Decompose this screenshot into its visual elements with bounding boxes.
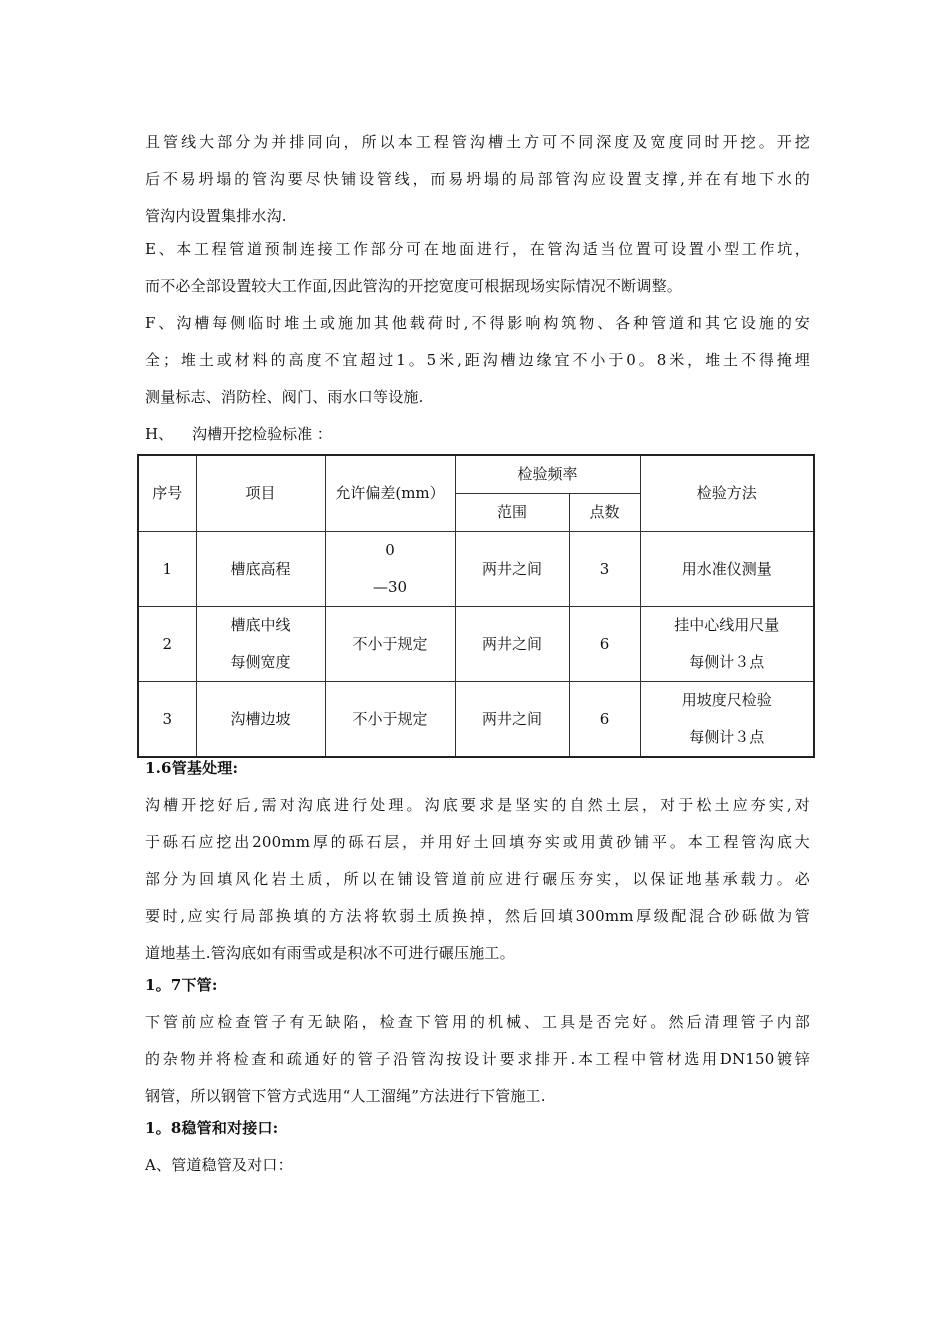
cell-points: 6 — [569, 607, 640, 682]
cell-line: 不小于规定 — [352, 634, 428, 653]
text-line: F、沟槽每侧临时堆土或施加其他载荷时,不得影响构筑物、各种管道和其它设施的安 — [145, 314, 810, 332]
text-line: 而不必全部设置较大工作面,因此管沟的开挖宽度可根据现场实际情况不断调整。 — [145, 277, 682, 295]
header-item: 项目 — [196, 455, 325, 532]
cell-line: 挂中心线用尺量 — [674, 616, 780, 634]
cell-line: 槽底高程 — [230, 559, 291, 578]
cell-item — [196, 532, 325, 607]
text-line: 测量标志、消防栓、阀门、雨水口等设施. — [145, 388, 424, 406]
text-line: 部分为回填风化岩土质，所以在铺设管道前应进行碾压夯实，以保证地基承载力。必 — [145, 870, 810, 888]
text-line: 的杂物并将检查和疏通好的管子沿管沟按设计要求排开.本工程中管材选用DN150镀锌 — [145, 1050, 810, 1068]
text-line: 钢管，所以钢管下管方式选用“人工溜绳”方法进行下管施工. — [145, 1087, 546, 1105]
text-line: 下管前应检查管子有无缺陷，检查下管用的机械、工具是否完好。然后清理管子内部 — [145, 1013, 810, 1031]
text-line: 管沟内设置集排水沟. — [145, 207, 287, 225]
text-line: 道地基土.管沟底如有雨雪或是积冰不可进行碾压施工。 — [145, 944, 515, 962]
cell-line: 用坡度尺检验 — [681, 691, 772, 709]
text-line: 且管线大部分为并排同向，所以本工程管沟槽土方可不同深度及宽度同时开挖。开挖 — [145, 133, 810, 151]
cell-tolerance — [325, 532, 455, 607]
section-heading: 1。7下管: — [145, 976, 218, 994]
text-line: A、管道稳管及对口： — [145, 1156, 293, 1174]
header-no: 序号 — [138, 455, 196, 532]
cell-range: 两井之间 — [455, 682, 569, 758]
text-line: 后不易坍塌的管沟要尽快铺设管线，而易坍塌的局部管沟应设置支撑,并在有地下水的 — [145, 170, 810, 188]
table-header-row — [138, 455, 814, 494]
cell-line: 不小于规定 — [352, 709, 428, 728]
section-1-8 — [145, 1110, 810, 1184]
item-f-paragraph — [145, 305, 810, 416]
table-row — [138, 682, 814, 758]
cell-method — [640, 607, 814, 682]
cell-method — [640, 682, 814, 758]
table-row — [138, 607, 814, 682]
cell-no: 3 — [138, 682, 196, 758]
section-1-6 — [145, 750, 810, 972]
cell-line: 每侧宽度 — [230, 653, 291, 671]
cell-item — [196, 607, 325, 682]
section-heading: 1。8稳管和对接口: — [145, 1119, 279, 1137]
table-caption: H、 沟槽开挖检验标准 ： — [145, 425, 332, 443]
cell-line: 槽底中线 — [230, 616, 291, 634]
text-line: 全；堆土或材料的高度不宜超过1。5米,距沟槽边缘宜不小于0。8米，堆土不得掩埋 — [145, 351, 810, 369]
header-range: 范围 — [455, 494, 569, 532]
text-line: 于砾石应挖出200mm厚的砾石层，并用好土回填夯实或用黄砂铺平。本工程管沟底大 — [145, 833, 810, 851]
section-1-7 — [145, 967, 810, 1115]
cell-no: 2 — [138, 607, 196, 682]
text-line: E、本工程管道预制连接工作部分可在地面进行，在管沟适当位置可设置小型工作坑， — [145, 240, 810, 258]
section-heading: 1.6管基处理: — [145, 759, 239, 777]
cell-line: 沟槽边坡 — [230, 709, 291, 728]
text-line: 沟槽开挖好后,需对沟底进行处理。沟底要求是坚实的自然土层，对于松土应夯实,对 — [145, 796, 810, 814]
cell-no: 1 — [138, 532, 196, 607]
item-e-paragraph — [145, 231, 810, 305]
cell-line: 0 — [385, 541, 395, 559]
intro-paragraph — [145, 124, 810, 235]
header-tolerance: 允许偏差(mm） — [325, 455, 455, 532]
cell-range: 两井之间 — [455, 607, 569, 682]
header-frequency: 检验频率 — [455, 455, 640, 494]
cell-method — [640, 532, 814, 607]
text-line: 要时,应实行局部换填的方法将软弱土质换掉，然后回填300mm厚级配混合砂砾做为管 — [145, 907, 810, 925]
cell-line: 每侧计３点 — [689, 653, 765, 671]
cell-points: 3 — [569, 532, 640, 607]
header-method: 检验方法 — [640, 455, 814, 532]
cell-tolerance — [325, 607, 455, 682]
cell-line: 每侧计３点 — [689, 728, 765, 746]
cell-points: 6 — [569, 682, 640, 758]
table-row — [138, 532, 814, 607]
cell-range: 两井之间 — [455, 532, 569, 607]
inspection-standard-table — [137, 454, 815, 758]
cell-item — [196, 682, 325, 758]
cell-tolerance — [325, 682, 455, 758]
header-points: 点数 — [569, 494, 640, 532]
cell-line: 用水准仪测量 — [681, 559, 772, 578]
cell-line: —30 — [372, 578, 408, 596]
